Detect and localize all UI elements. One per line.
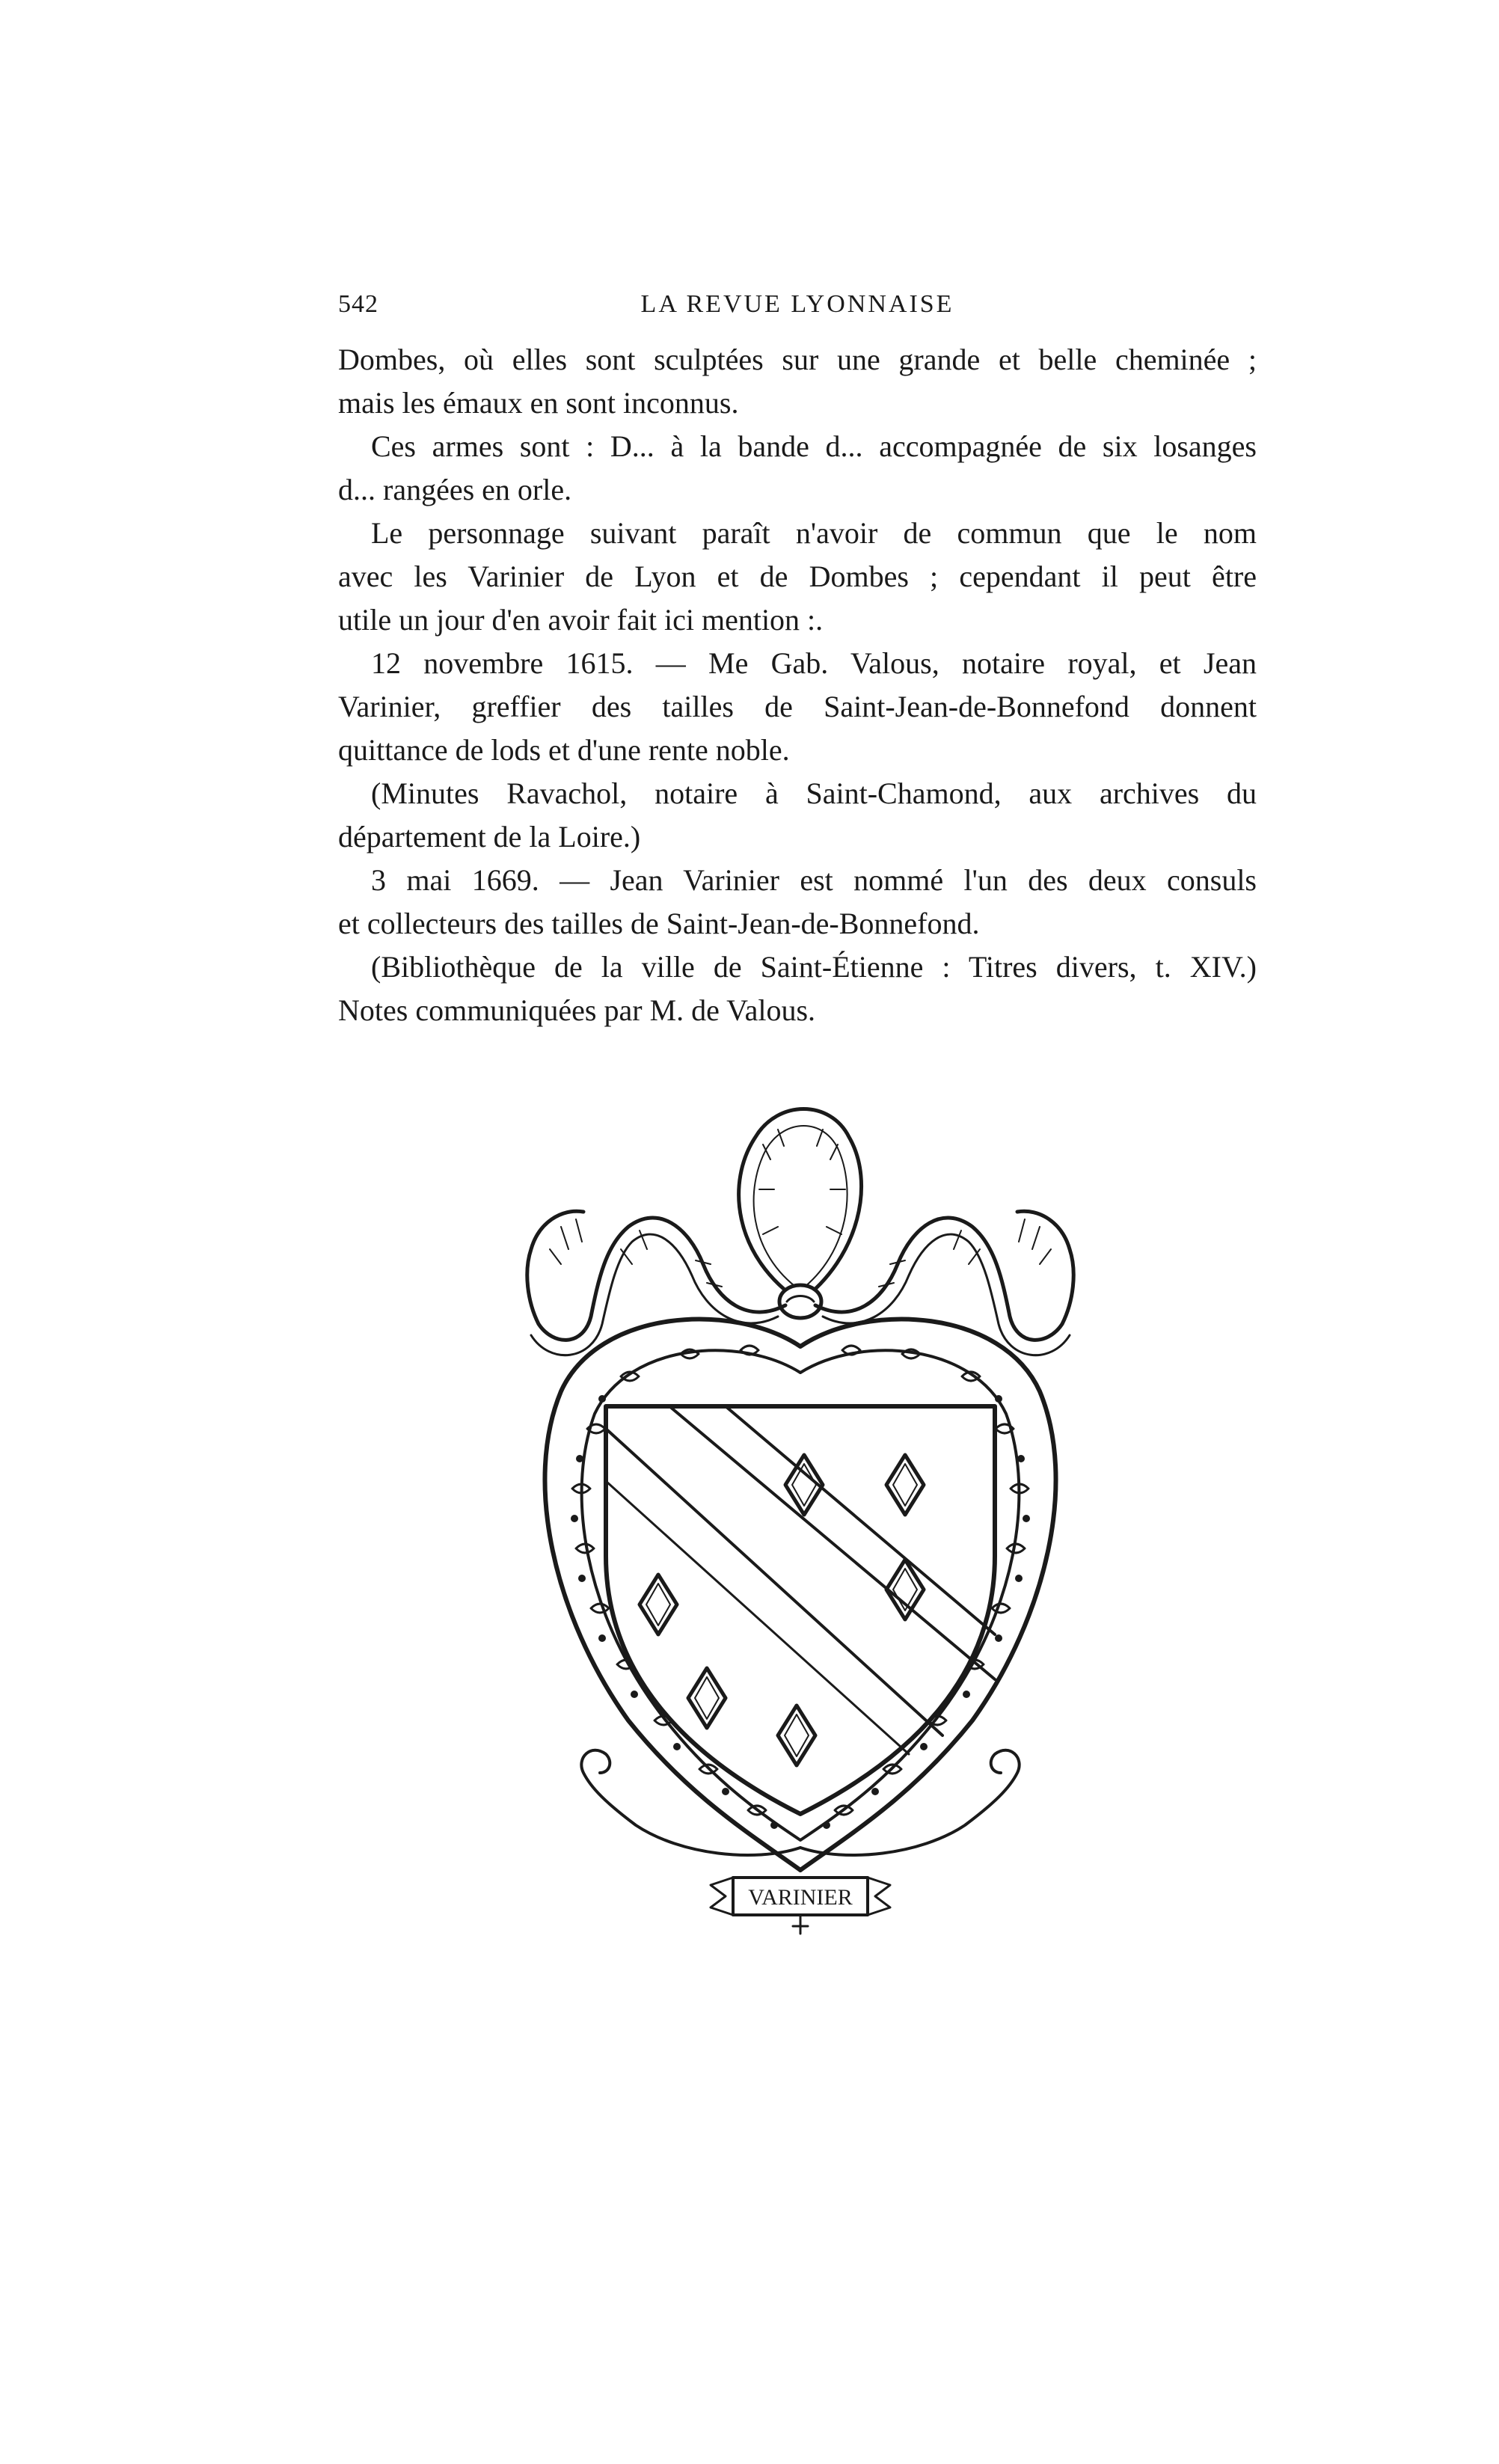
text-line: avec les Varinier de Lyon et de Dombes ; cependant il peut être [338,560,1257,593]
coat-of-arms-figure [509,1077,1092,1937]
text-line: département de la Loire.) [338,820,641,853]
body-text [338,338,1257,1032]
paragraph-3-cont [338,555,1257,642]
text-line: mais les émaux en sont inconnus. [338,386,739,420]
paragraph-2-cont [338,468,1257,512]
paragraph-3 [338,512,1257,555]
paragraph-7-cont [338,989,1257,1032]
text-line: Le personnage suivant paraît n'avoir de commun que le nom [371,516,1257,550]
text-line: Ces armes sont : D... à la bande d... accompagnée de six losanges [371,429,1257,463]
text-line: utile un jour d'en avoir fait ici mention :. [338,603,824,637]
paragraph-6 [338,859,1257,902]
paragraph-7 [338,946,1257,989]
journal-title: LA REVUE LYONNAISE [640,290,954,318]
paragraph-5-cont [338,815,1257,859]
paragraph-2 [338,425,1257,468]
text-line: Dombes, où elles sont sculptées sur une grande et belle cheminée ; [338,343,1257,376]
paragraph-5 [338,772,1257,815]
text-line: quittance de lods et d'une rente noble. [338,733,790,767]
page-number: 542 [338,290,378,318]
running-head [338,290,1257,328]
paragraph-1 [338,338,1257,425]
paragraph-4 [338,642,1257,685]
text-line: Notes communiquées par M. de Valous. [338,993,816,1027]
coat-of-arms-icon [509,1077,1092,1937]
text-line: (Bibliothèque de la ville de Saint-Étienne : Titres divers, t. XIV.) [371,950,1257,984]
text-line: Varinier, greffier des tailles de Saint-Jean-de-Bonnefond donnent [338,690,1257,723]
text-line: 3 mai 1669. — Jean Varinier est nommé l'un des deux consuls [371,863,1257,897]
text-line: 12 novembre 1615. — Me Gab. Valous, notaire royal, et Jean [371,646,1257,680]
paragraph-4-cont [338,685,1257,772]
text-line: et collecteurs des tailles de Saint-Jean-de-Bonnefond. [338,907,980,940]
paragraph-6-cont [338,902,1257,946]
text-line: d... rangées en orle. [338,473,572,506]
text-line: (Minutes Ravachol, notaire à Saint-Chamond, aux archives du [371,776,1257,810]
scroll-label: VARINIER [748,1885,853,1910]
